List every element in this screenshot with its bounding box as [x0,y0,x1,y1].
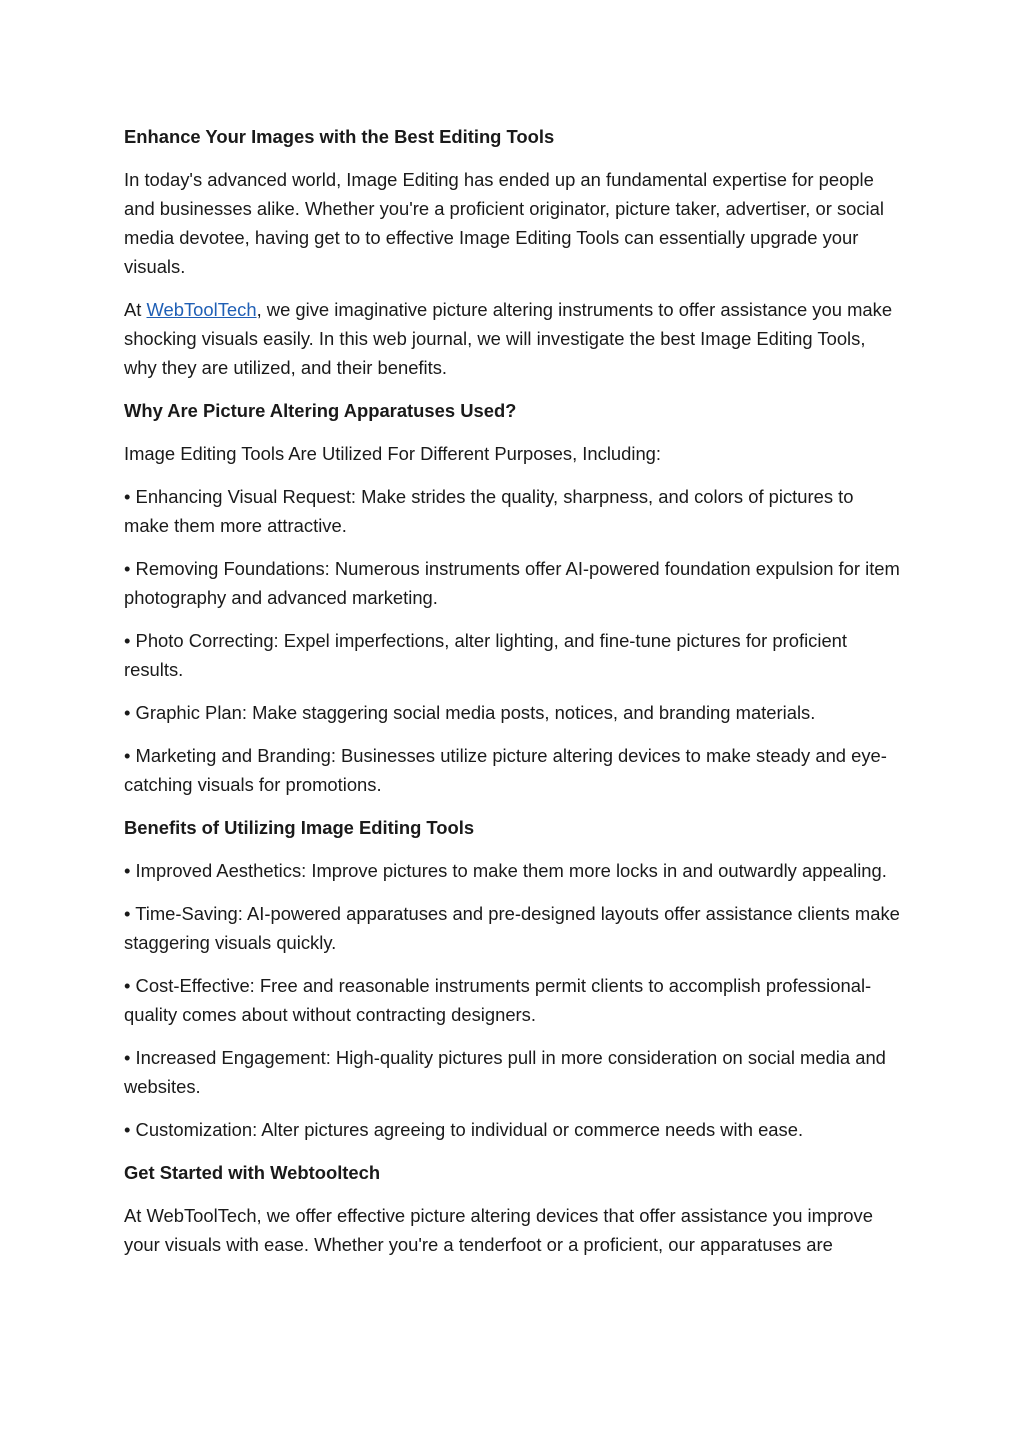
bullet-item: • Improved Aesthetics: Improve pictures to make them more locks in and outwardly appealing. [124,860,887,881]
bullet-item: • Enhancing Visual Request: Make strides the quality, sharpness, and colors of pictures to make them more attractive. [124,486,854,536]
section-heading-benefits: Benefits of Utilizing Image Editing Tools [124,817,475,838]
bullet-item: • Removing Foundations: Numerous instruments offer AI-powered foundation expulsion for item photography and advanced marketing. [124,558,900,608]
paragraph-prefix: At [124,299,147,320]
webtooltech-paragraph [124,295,900,382]
paragraph-suffix: , we give imaginative picture altering instruments to offer assistance you make shocking visuals easily. In this web journal, we will investigate the best Image Editing Tools, why they are utilized, and their benefits. [124,299,893,378]
bullet-item: • Marketing and Branding: Businesses utilize picture altering devices to make steady and eye-catching visuals for promotions. [124,745,887,795]
bullet-item: • Customization: Alter pictures agreeing to individual or commerce needs with ease. [124,1119,804,1140]
section-lead: Image Editing Tools Are Utilized For Different Purposes, Including: [124,443,662,464]
bullet-item: • Photo Correcting: Expel imperfections, alter lighting, and fine-tune pictures for proficient results. [124,630,848,680]
bullet-item: • Time-Saving: AI-powered apparatuses and pre-designed layouts offer assistance clients make staggering visuals quickly. [124,903,900,953]
bullet-item: • Graphic Plan: Make staggering social media posts, notices, and branding materials. [124,702,816,723]
section-heading-get-started: Get Started with Webtooltech [124,1162,381,1183]
bullet-item: • Increased Engagement: High-quality pictures pull in more consideration on social media and websites. [124,1047,886,1097]
webtooltech-link[interactable]: WebToolTech [146,299,257,320]
document-page [124,122,900,1273]
intro-paragraph: In today's advanced world, Image Editing has ended up an fundamental expertise for people and businesses alike. Whether you're a proficient originator, picture taker, advertiser, or social media devotee, having get to to effective Image Editing Tools can essentially upgrade your visuals. [124,169,884,277]
section-heading-uses: Why Are Picture Altering Apparatuses Used? [124,400,517,421]
bullet-item: • Cost-Effective: Free and reasonable instruments permit clients to accomplish professional-quality comes about without contracting designers. [124,975,872,1025]
closing-paragraph: At WebToolTech, we offer effective picture altering devices that offer assistance you improve your visuals with ease. Whether you're a tenderfoot or a proficient, our apparatuses are [124,1205,873,1255]
document-title: Enhance Your Images with the Best Editing Tools [124,126,555,147]
